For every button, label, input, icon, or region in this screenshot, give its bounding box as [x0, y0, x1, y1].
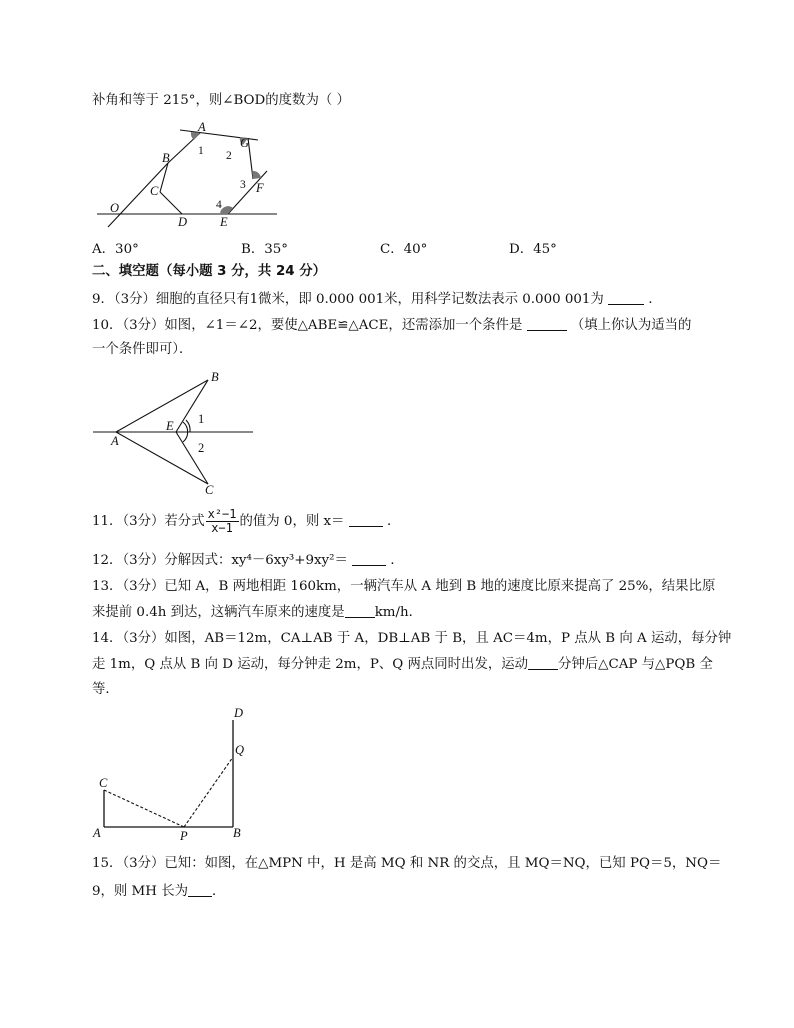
fig8-angle-4: 4 [216, 199, 222, 211]
fig8-label-a: A [198, 120, 206, 134]
q8-tail-text: 补角和等于 215°，则∠BOD的度数为（ ） [92, 93, 350, 108]
fig10-label-b: B [211, 370, 219, 384]
q9-answer-blank[interactable] [608, 290, 644, 305]
fig14-label-a: A [93, 826, 101, 840]
q14-prompt: 走 1m，Q 点从 B 向 D 运动，每分钟走 2m，P、Q 两点同时出发，运动 [92, 657, 529, 672]
fig8-angle-1: 1 [198, 145, 204, 157]
q11-answer-blank[interactable] [349, 512, 383, 527]
q14-figure [90, 700, 260, 845]
fig14-label-d: D [234, 706, 244, 720]
q10-figure [90, 366, 260, 496]
fig8-label-g: G [240, 136, 250, 150]
q13-answer-blank[interactable] [345, 603, 375, 618]
q13-prompt: 来提前 0.4h 到达，这辆汽车原来的速度是 [92, 605, 345, 620]
q14-line3: 等． [92, 682, 119, 697]
fig14-label-c: C [99, 776, 108, 790]
q13-line1: 13．（3分）已知 A，B 两地相距 160km，一辆汽车从 A 地到 B 地的速度比原来提高了 25%，结果比原 [92, 579, 716, 594]
fig8-label-c: C [150, 184, 159, 198]
q15-line2 [92, 882, 225, 901]
fig10-label-a: A [111, 434, 119, 448]
q11-condition: 的值为 0，则 x＝ [239, 514, 345, 529]
fig8-label-f: F [256, 181, 264, 195]
fig14-label-q: Q [235, 743, 245, 757]
q11-end: ． [386, 514, 401, 529]
q13-line2 [92, 603, 422, 622]
q12-text [92, 551, 404, 570]
fig10-label-c: C [205, 483, 214, 496]
q13-unit: km/h． [374, 605, 423, 620]
fig14-label-p: P [180, 829, 188, 843]
q12-answer-blank[interactable] [352, 551, 386, 566]
section-heading: 二、填空题（每小题 3 分，共 24 分） [92, 264, 327, 279]
fig8-angle-3: 3 [240, 179, 246, 191]
q14-line2 [92, 655, 713, 674]
q10-line1 [92, 316, 691, 335]
fig10-angle-1: 1 [198, 412, 205, 426]
q11-fraction [206, 508, 239, 535]
q10-prompt: 10．（3分）如图，∠1＝∠2，要使△ABE≌△ACE，还需添加一个条件是 [92, 318, 523, 333]
q8-option-b: B．35° [241, 242, 288, 257]
fig10-angle-2: 2 [198, 441, 205, 455]
q12-prompt: 12．（3分）分解因式：xy⁴－6xy³+9xy²＝ [92, 553, 348, 568]
q8-option-c: C．40° [380, 242, 428, 257]
q9-end: ． [648, 292, 662, 307]
q10-line2: 一个条件即可）． [92, 342, 193, 357]
q11-text [92, 508, 400, 535]
fig8-label-b: B [162, 151, 170, 165]
q11-prompt: 11．（3分）若分式 [92, 514, 205, 529]
q15-line1: 15．（3分）已知：如图，在△MPN 中，H 是高 MQ 和 NR 的交点，且 MQ＝NQ，已知 PQ＝5，NQ＝ [92, 856, 722, 871]
q9-text [92, 290, 662, 309]
q8-figure [90, 118, 290, 230]
q9-prompt: 9．（3分）细胞的直径只有1微米，即 0.000 001米，用科学记数法表示 0.000 001为 [92, 292, 604, 307]
q10-answer-blank[interactable] [527, 316, 567, 331]
q11-denominator: x−1 [211, 521, 233, 535]
q15-answer-blank[interactable] [188, 882, 212, 897]
q14-line1: 14．（3分）如图，AB＝12m，CA⊥AB 于 A，DB⊥AB 于 B，且 AC＝4m，P 点从 B 向 A 运动，每分钟 [92, 631, 732, 646]
q11-numerator: x²−1 [207, 507, 237, 521]
fig8-label-d: D [178, 215, 188, 229]
fig8-label-o: O [110, 201, 120, 215]
fig14-label-b: B [233, 826, 241, 840]
q8-option-a: A．30° [92, 242, 139, 257]
q12-end: ． [390, 553, 404, 568]
q14-answer-blank[interactable] [528, 655, 558, 670]
q8-option-d: D．45° [509, 242, 557, 257]
q15-prompt: 9，则 MH 长为 [92, 884, 188, 899]
fig8-angle-2: 2 [226, 150, 232, 162]
fig8-label-e: E [220, 215, 228, 229]
q10-note: （填上你认为适当的 [570, 318, 692, 333]
fig10-label-e: E [166, 419, 174, 433]
q15-end: ． [211, 884, 226, 899]
q14-tail: 分钟后△CAP 与△PQB 全 [558, 657, 713, 672]
